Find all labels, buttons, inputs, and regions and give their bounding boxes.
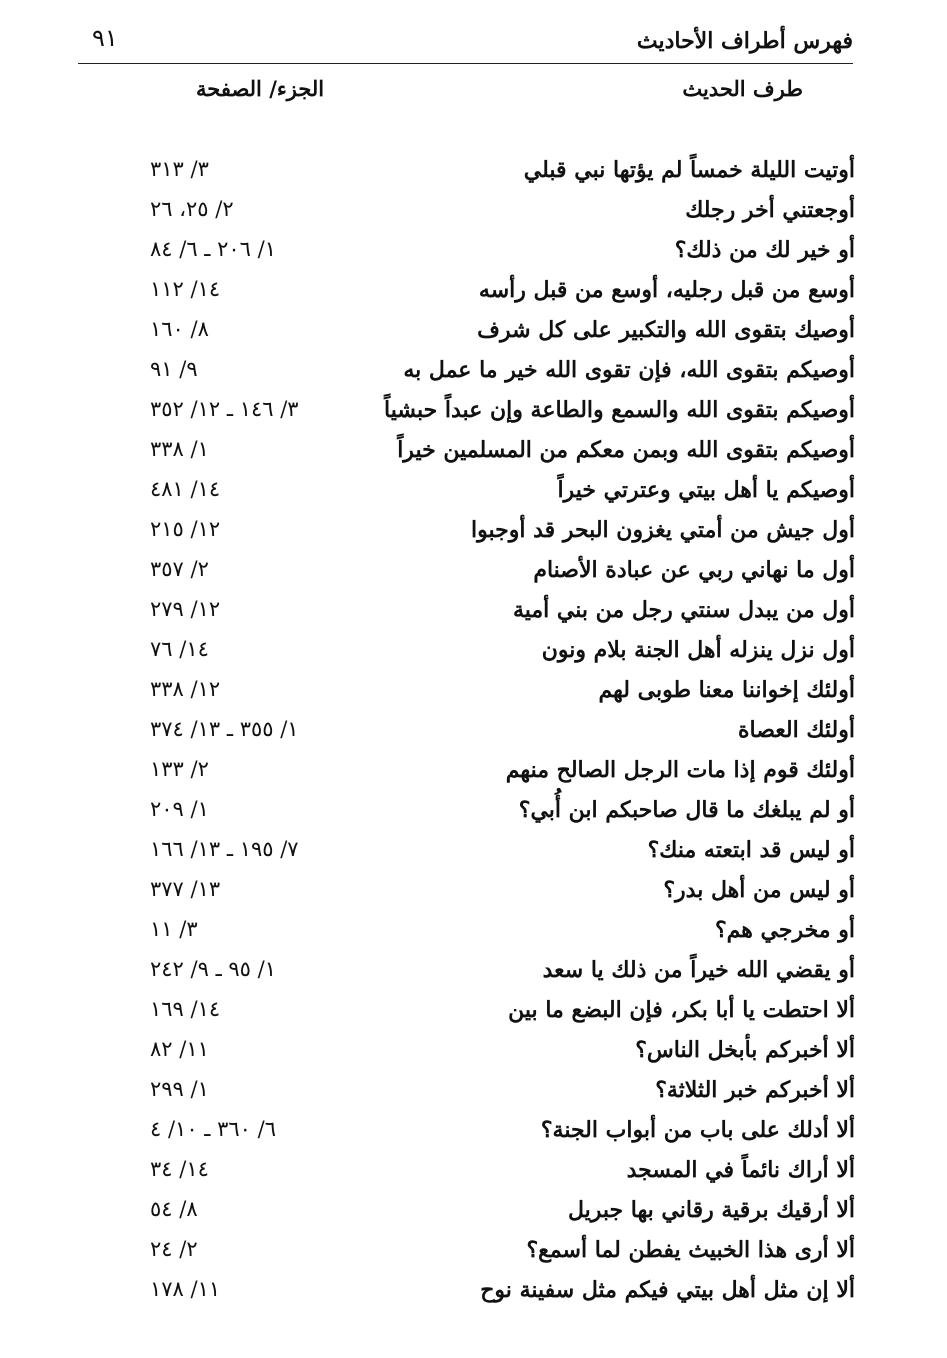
list-item bbox=[150, 553, 855, 593]
list-item bbox=[150, 953, 855, 993]
volume-page-ref: ١٤/ ١٦٩ bbox=[150, 997, 221, 1021]
list-item bbox=[150, 233, 855, 273]
list-item bbox=[150, 633, 855, 673]
running-title: فهرس أطراف الأحاديث bbox=[636, 28, 853, 54]
volume-page-ref: ٨/ ١٦٠ bbox=[150, 317, 209, 341]
hadith-text: أوصيكم بتقوى الله، فإن تقوى الله خير ما عمل به bbox=[403, 357, 855, 383]
hadith-text: ألا أرقيك برقية رقاني بها جبريل bbox=[567, 1197, 855, 1223]
volume-page-ref: ٢/ ٣٥٧ bbox=[150, 557, 209, 581]
hadith-text: أولئك العصاة bbox=[737, 717, 855, 743]
hadith-text: أو ليس من أهل بدر؟ bbox=[663, 877, 855, 903]
list-item bbox=[150, 833, 855, 873]
hadith-text: ألا أراك نائماً في المسجد bbox=[626, 1157, 855, 1183]
list-item bbox=[150, 713, 855, 753]
list-item bbox=[150, 1113, 855, 1153]
list-item bbox=[150, 193, 855, 233]
hadith-text: أوصيكم بتقوى الله وبمن معكم من المسلمين خيراً bbox=[397, 437, 855, 463]
list-item bbox=[150, 993, 855, 1033]
list-item bbox=[150, 153, 855, 193]
hadith-text: ألا إن مثل أهل بيتي فيكم مثل سفينة نوح bbox=[480, 1277, 855, 1303]
volume-page-ref: ٣/ ٣١٣ bbox=[150, 157, 209, 181]
volume-page-ref: ١/ ٩٥ ـ ٩/ ٢٤٢ bbox=[150, 957, 277, 981]
hadith-text: أو خير لك من ذلك؟ bbox=[674, 237, 855, 263]
hadith-text: أوسع من قبل رجليه، أوسع من قبل رأسه bbox=[478, 277, 855, 303]
list-item bbox=[150, 313, 855, 353]
hadith-text: أوصيكم بتقوى الله والسمع والطاعة وإن عبداً حبشياً bbox=[384, 397, 855, 423]
hadith-text: أو ليس قد ابتعته منك؟ bbox=[647, 837, 855, 863]
list-item bbox=[150, 433, 855, 473]
volume-page-ref: ١٤/ ٤٨١ bbox=[150, 477, 221, 501]
volume-page-ref: ٣/ ١١ bbox=[150, 917, 198, 941]
volume-page-ref: ١/ ٢٠٦ ـ ٦/ ٨٤ bbox=[150, 237, 277, 261]
column-headers bbox=[78, 76, 853, 116]
list-item bbox=[150, 273, 855, 313]
list-item bbox=[150, 1233, 855, 1273]
list-item bbox=[150, 793, 855, 833]
hadith-text: أول من يبدل سنتي رجل من بني أمية bbox=[512, 597, 855, 623]
list-item bbox=[150, 1193, 855, 1233]
volume-page-ref: ١٢/ ٣٣٨ bbox=[150, 677, 221, 701]
hadith-text: أو لم يبلغك ما قال صاحبكم ابن أُبي؟ bbox=[518, 797, 855, 823]
list-item bbox=[150, 873, 855, 913]
header-rule bbox=[78, 63, 853, 64]
volume-page-ref: ١٤/ ١١٢ bbox=[150, 277, 221, 301]
volume-page-ref: ٢/ ٢٤ bbox=[150, 1237, 198, 1261]
volume-page-ref: ٢/ ٢٥، ٢٦ bbox=[150, 197, 234, 221]
hadith-text: ألا أرى هذا الخبيث يفطن لما أسمع؟ bbox=[526, 1237, 855, 1263]
volume-page-ref: ١٤/ ٣٤ bbox=[150, 1157, 209, 1181]
volume-page-ref: ٦/ ٣٦٠ ـ ١٠/ ٤ bbox=[150, 1117, 277, 1141]
hadith-text: أوصيكم يا أهل بيتي وعترتي خيراً bbox=[557, 477, 855, 503]
list-item bbox=[150, 1153, 855, 1193]
page-number: ٩١ bbox=[92, 24, 118, 52]
hadith-text: ألا أخبركم خبر الثلاثة؟ bbox=[655, 1077, 855, 1103]
hadith-text: أو يقضي الله خيراً من ذلك يا سعد bbox=[542, 957, 855, 983]
list-item bbox=[150, 353, 855, 393]
list-item bbox=[150, 673, 855, 713]
volume-page-ref: ١١/ ٨٢ bbox=[150, 1037, 209, 1061]
hadith-text: ألا احتطت يا أبا بكر، فإن البضع ما بين bbox=[508, 997, 855, 1023]
hadith-text: أول نزل ينزله أهل الجنة بلام ونون bbox=[541, 637, 855, 663]
column-header-volume-page: الجزء/ الصفحة bbox=[196, 76, 325, 101]
hadith-text: أوتيت الليلة خمساً لم يؤتها نبي قبلي bbox=[523, 157, 855, 183]
volume-page-ref: ٨/ ٥٤ bbox=[150, 1197, 198, 1221]
volume-page-ref: ١/ ٣٣٨ bbox=[150, 437, 209, 461]
list-item bbox=[150, 393, 855, 433]
volume-page-ref: ٢/ ١٣٣ bbox=[150, 757, 209, 781]
hadith-text: أول جيش من أمتي يغزون البحر قد أوجبوا bbox=[471, 517, 855, 543]
volume-page-ref: ٧/ ١٩٥ ـ ١٣/ ١٦٦ bbox=[150, 837, 299, 861]
list-item bbox=[150, 473, 855, 513]
hadith-text: ألا أدلك على باب من أبواب الجنة؟ bbox=[540, 1117, 855, 1143]
hadith-text: ألا أخبركم بأبخل الناس؟ bbox=[635, 1037, 855, 1063]
hadith-text: أوصيك بتقوى الله والتكبير على كل شرف bbox=[477, 317, 855, 343]
list-item bbox=[150, 1033, 855, 1073]
volume-page-ref: ١/ ٣٥٥ ـ ١٣/ ٣٧٤ bbox=[150, 717, 299, 741]
volume-page-ref: ١٣/ ٣٧٧ bbox=[150, 877, 221, 901]
volume-page-ref: ١٤/ ٧٦ bbox=[150, 637, 209, 661]
hadith-text: أولئك إخواننا معنا طوبى لهم bbox=[598, 677, 855, 703]
hadith-text: أوجعتني أخر رجلك bbox=[685, 197, 855, 223]
column-header-hadith: طرف الحديث bbox=[682, 76, 803, 101]
running-head bbox=[78, 24, 853, 64]
list-item bbox=[150, 913, 855, 953]
volume-page-ref: ١/ ٢٩٩ bbox=[150, 1077, 209, 1101]
hadith-text: أول ما نهاني ربي عن عبادة الأصنام bbox=[533, 557, 855, 583]
hadith-index-list bbox=[150, 153, 855, 1313]
list-item bbox=[150, 753, 855, 793]
list-item bbox=[150, 1273, 855, 1313]
list-item bbox=[150, 1073, 855, 1113]
volume-page-ref: ١٢/ ٢١٥ bbox=[150, 517, 221, 541]
volume-page-ref: ٩/ ٩١ bbox=[150, 357, 198, 381]
list-item bbox=[150, 593, 855, 633]
volume-page-ref: ١٢/ ٢٧٩ bbox=[150, 597, 221, 621]
hadith-text: أو مخرجي هم؟ bbox=[714, 917, 855, 943]
volume-page-ref: ١١/ ١٧٨ bbox=[150, 1277, 221, 1301]
list-item bbox=[150, 513, 855, 553]
hadith-text: أولئك قوم إذا مات الرجل الصالح منهم bbox=[505, 757, 855, 783]
volume-page-ref: ١/ ٢٠٩ bbox=[150, 797, 209, 821]
volume-page-ref: ٣/ ١٤٦ ـ ١٢/ ٣٥٢ bbox=[150, 397, 299, 421]
